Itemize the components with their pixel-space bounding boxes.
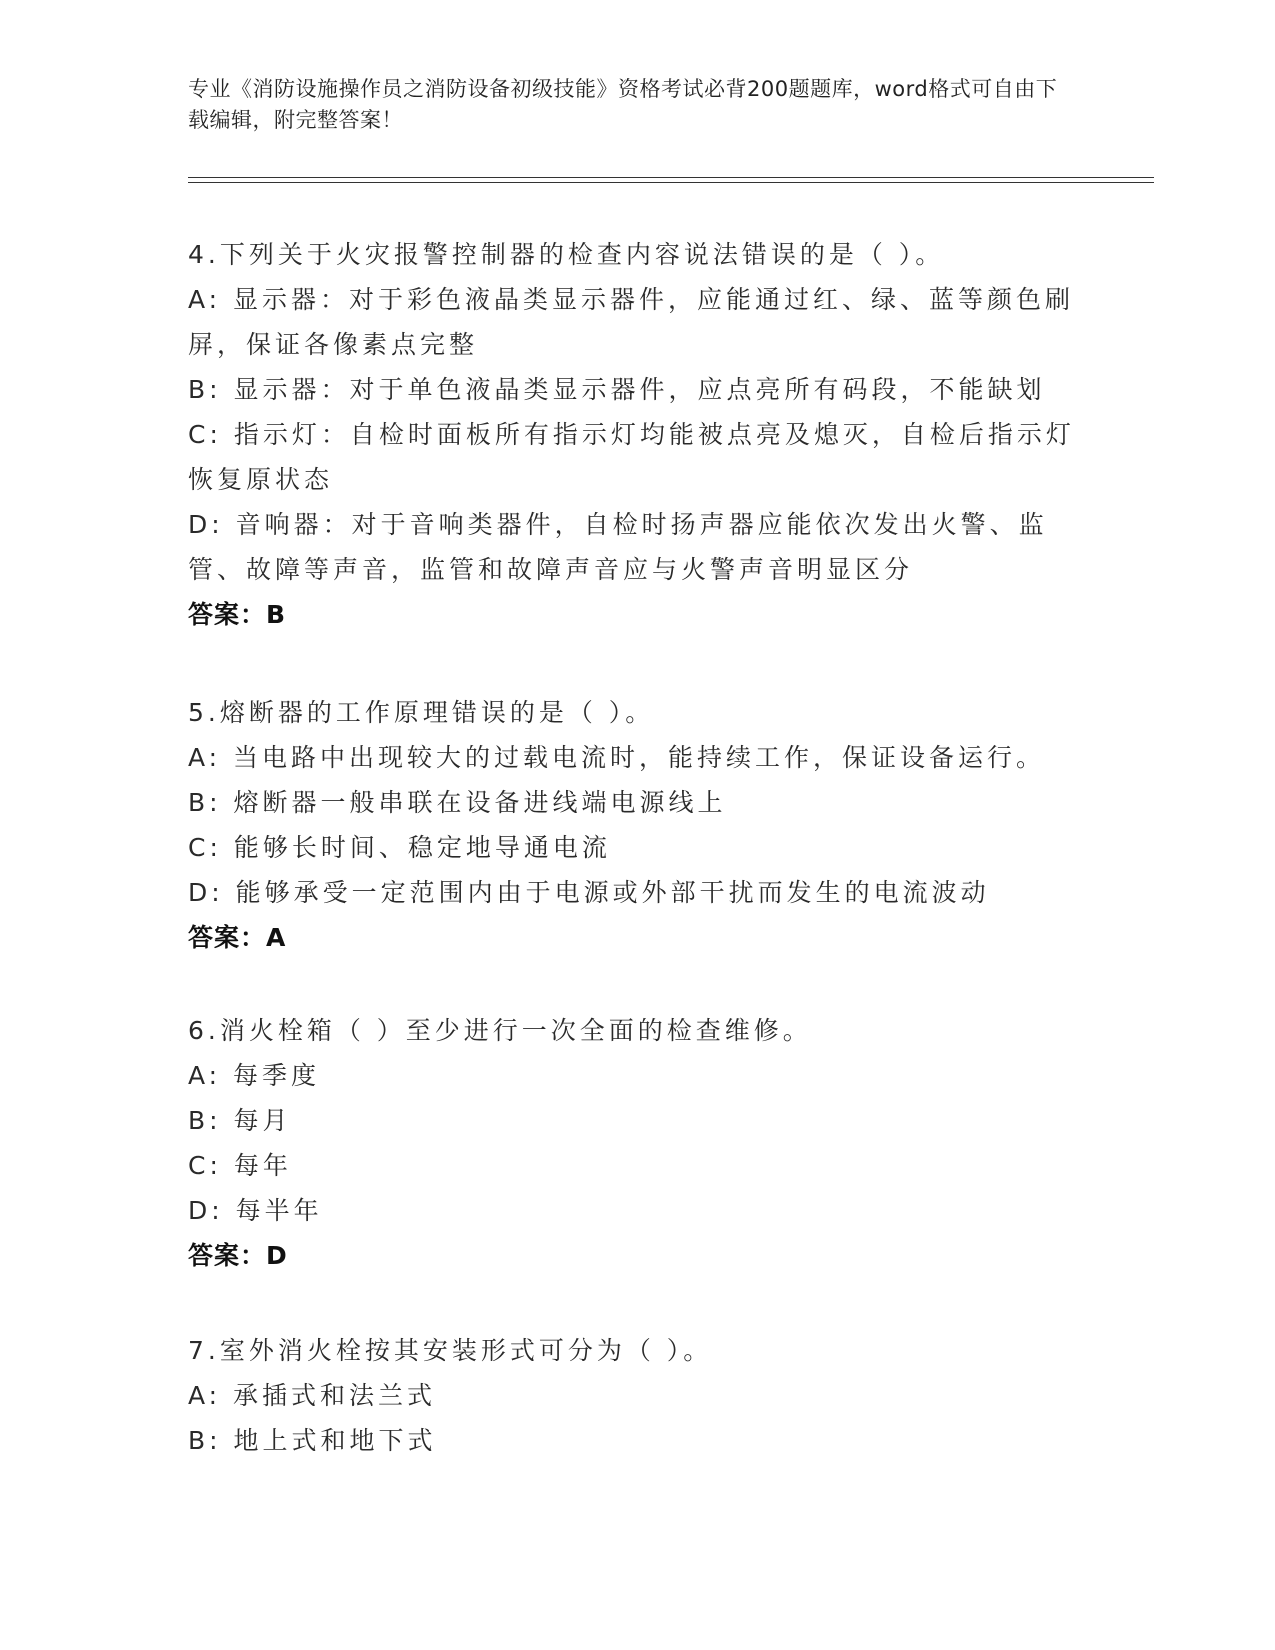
option-b: B: 地上式和地下式 (188, 1426, 437, 1455)
option-c: C: 指示灯：自检时面板所有指示灯均能被点亮及熄灭，自检后指示灯恢复原状态 (188, 420, 1075, 494)
option-d: D: 音响器：对于音响类器件，自检时扬声器应能依次发出火警、监管、故障等声音，监管和故障声音应与火警声音明显区分 (188, 510, 1048, 584)
option-d: D: 每半年 (188, 1196, 323, 1225)
answer: 答案：B (188, 600, 287, 629)
document-header: 专业《消防设施操作员之消防设备初级技能》资格考试必背200题题库，word格式可自由下载编辑，附完整答案！ (188, 77, 1058, 132)
question-stem: 4.下列关于火灾报警控制器的检查内容说法错误的是（ ）。 (188, 240, 945, 269)
option-a: A: 承插式和法兰式 (188, 1381, 437, 1410)
question-stem: 6.消火栓箱（ ）至少进行一次全面的检查维修。 (188, 1016, 812, 1045)
answer: 答案：A (188, 923, 287, 952)
answer: 答案：D (188, 1241, 288, 1270)
question-stem: 7.室外消火栓按其安装形式可分为（ ）。 (188, 1336, 713, 1365)
question-5 (188, 690, 1088, 960)
option-a: A: 当电路中出现较大的过载电流时，能持续工作，保证设备运行。 (188, 743, 1046, 772)
option-b: B: 每月 (188, 1106, 292, 1135)
header-rule-bottom (188, 182, 1154, 183)
option-d: D: 能够承受一定范围内由于电源或外部干扰而发生的电流波动 (188, 878, 990, 907)
question-stem: 5.熔断器的工作原理错误的是（ ）。 (188, 698, 655, 727)
option-a: A: 显示器：对于彩色液晶类显示器件，应能通过红、绿、蓝等颜色刷屏，保证各像素点完整 (188, 285, 1075, 359)
option-b: B: 显示器：对于单色液晶类显示器件，应点亮所有码段，不能缺划 (188, 375, 1046, 404)
option-c: C: 每年 (188, 1151, 292, 1180)
option-c: C: 能够长时间、稳定地导通电流 (188, 833, 611, 862)
question-7 (188, 1328, 1088, 1463)
question-6 (188, 1008, 1088, 1278)
option-a: A: 每季度 (188, 1061, 321, 1090)
question-4 (188, 232, 1088, 637)
option-b: B: 熔断器一般串联在设备进线端电源线上 (188, 788, 727, 817)
header-rule-top (188, 177, 1154, 178)
